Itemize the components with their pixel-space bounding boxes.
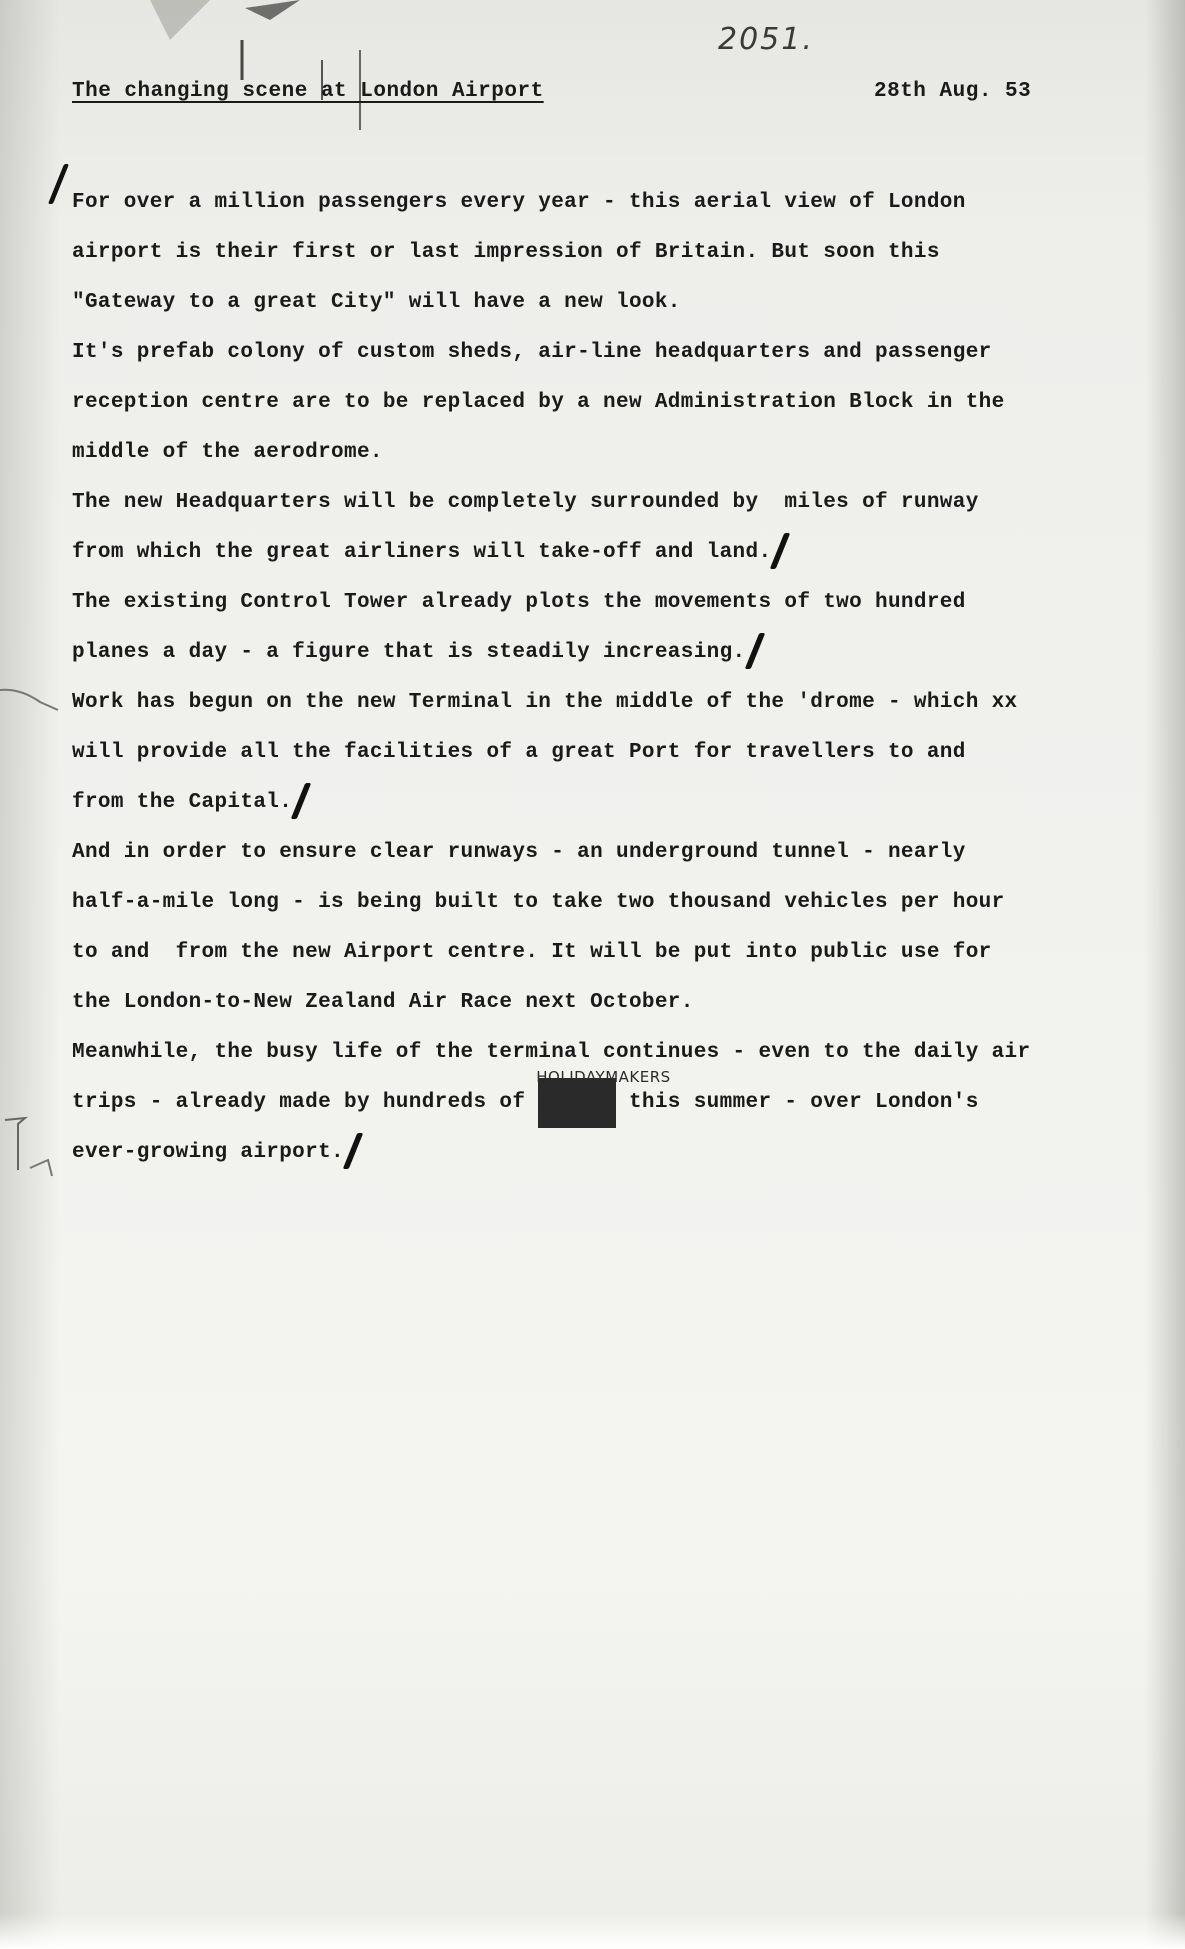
edit-slash-mark [343, 1133, 364, 1169]
text-line-content: from which the great airliners will take-off and land. [72, 541, 772, 564]
text-line: reception centre are to be replaced by a new Administration Block in the [72, 391, 1005, 414]
edit-slash-mark [744, 633, 765, 669]
text-line [72, 778, 1172, 828]
text-line: "Gateway to a great City" will have a new look. [72, 291, 681, 314]
edited-text-line [72, 1068, 1172, 1128]
struck-word-text: people [538, 1078, 616, 1128]
text-line: the London-to-New Zealand Air Race next October. [72, 991, 694, 1014]
text-line: half-a-mile long - is being built to take two thousand vehicles per hour [72, 891, 1005, 914]
document-date: 28th Aug. 53 [874, 80, 1032, 103]
margin-tear-mark [0, 1110, 70, 1180]
text-line-content: from the Capital. [72, 791, 293, 814]
text-line: Work has begun on the new Terminal in the middle of the 'drome - which xx [72, 691, 1018, 714]
margin-crease-mark [0, 680, 60, 720]
document-title: The changing scene at London Airport [72, 80, 544, 103]
text-line: For over a million passengers every year - this aerial view of London [72, 191, 966, 214]
edit-slash-mark [770, 533, 791, 569]
torn-corner-marks [150, 0, 410, 140]
struck-word [536, 1068, 671, 1128]
text-line: Meanwhile, the busy life of the terminal continues - even to the daily air [72, 1041, 1031, 1064]
text-line: And in order to ensure clear runways - an underground tunnel - nearly [72, 841, 966, 864]
paper-edge-shadow-left [0, 0, 60, 1949]
typed-body [72, 178, 1172, 1178]
edit-slash-mark [291, 783, 312, 819]
edited-line-after: this summer - over London's [616, 1091, 979, 1114]
edited-line-before: trips - already made by hundreds of [72, 1091, 539, 1114]
handwritten-insertion: HOLIDAYMAKERS [536, 1068, 671, 1086]
text-line [72, 528, 1172, 578]
text-line: will provide all the facilities of a great Port for travellers to and [72, 741, 966, 764]
text-line: It's prefab colony of custom sheds, air-line headquarters and passenger [72, 341, 992, 364]
text-line-content: ever-growing airport. [72, 1141, 344, 1164]
text-line: airport is their first or last impression of Britain. But soon this [72, 241, 940, 264]
text-line-content: planes a day - a figure that is steadily increasing. [72, 641, 746, 664]
text-line: The existing Control Tower already plots the movements of two hundred [72, 591, 966, 614]
text-line: The new Headquarters will be completely surrounded by miles of runway [72, 491, 979, 514]
text-line [72, 628, 1172, 678]
text-line: to and from the new Airport centre. It will be put into public use for [72, 941, 992, 964]
paper-edge-bottom [0, 1913, 1185, 1949]
handwritten-reference-number: 2051. [718, 22, 814, 57]
text-line [72, 1128, 1172, 1178]
text-line: middle of the aerodrome. [72, 441, 383, 464]
